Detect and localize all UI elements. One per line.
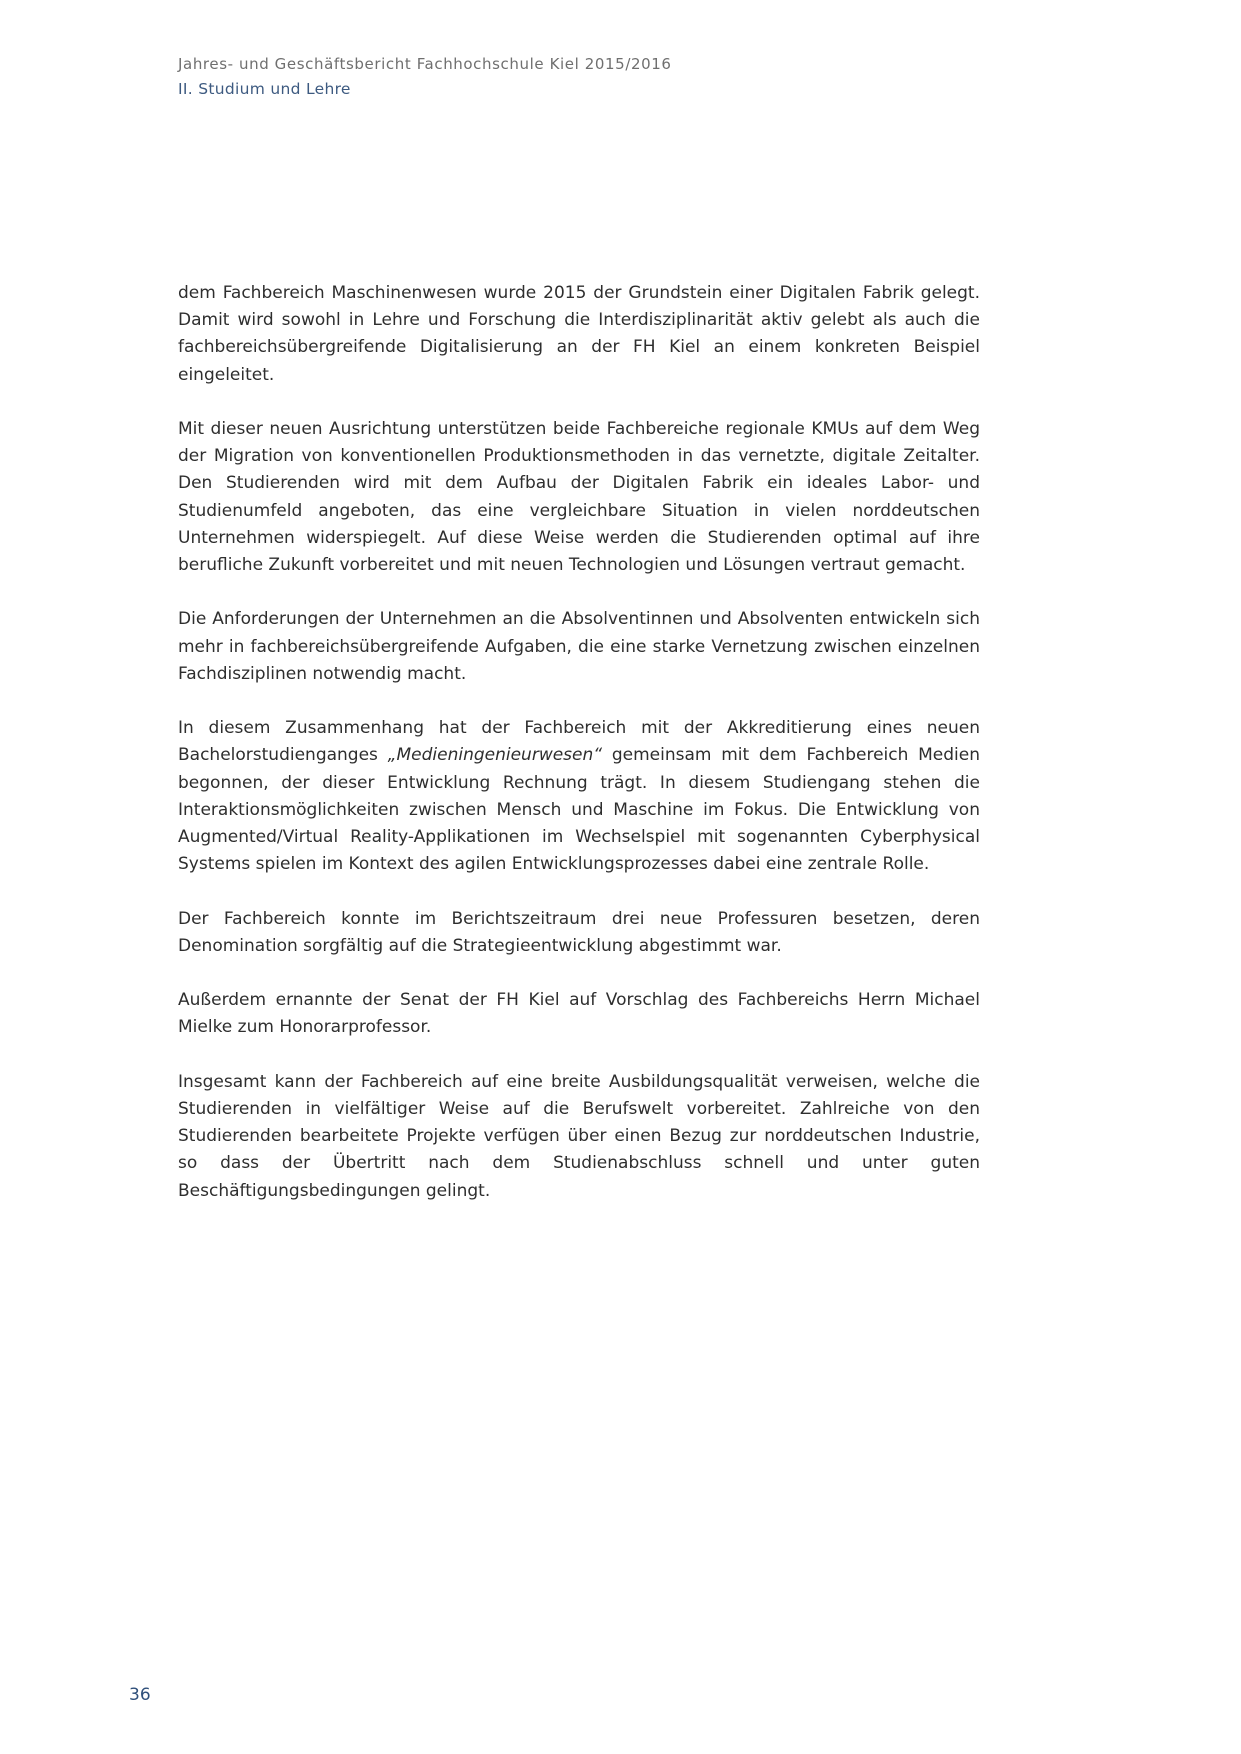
running-header [178,52,1058,102]
paragraph-text: gemeinsam mit dem Fachbereich Medien begonnen, der dieser Entwicklung Rechnung trägt. In diesem Studiengang stehen die Interaktionsmöglichkeiten zwischen Mensch und Maschine im Fokus. Die Entwicklung von Augmented/Virtual Reality-Applikationen im Wechselspiel mit sogenannten Cyberphysical Systems spielen im Kontext des agilen Entwicklungsprozesses dabei eine zentrale Rolle. [178,745,981,875]
paragraph: Die Anforderungen der Unternehmen an die Absolventinnen und Absolventen entwickeln sich mehr in fachbereichsübergreifende Aufgaben, die eine starke Vernetzung zwischen einzelnen Fachdisziplinen notwendig macht. [178,609,980,684]
section-title: II. Studium und Lehre [178,80,351,98]
paragraph [178,715,980,878]
paragraph: Der Fachbereich konnte im Berichtszeitraum drei neue Professuren besetzen, deren Denomination sorgfältig auf die Strategieentwicklung abgestimmt war. [178,908,980,956]
paragraph-text: In diesem Zusammenhang hat der Fachbereich mit der Akkreditierung eines neuen Bachelorstudienganges [178,718,980,766]
program-name: „Medieningenieurwesen“ [387,745,603,766]
report-title: Jahres- und Geschäftsbericht Fachhochschule Kiel 2015/2016 [178,55,672,73]
page-number: 36 [129,1685,151,1705]
body-text [178,280,980,1232]
paragraph: Insgesamt kann der Fachbereich auf eine breite Ausbildungsqualität verweisen, welche die Studierenden in vielfältiger Weise auf die Berufswelt vorbereitet. Zahlreiche von den Studierenden bearbeitete Projekte verfügen über einen Bezug zur norddeutschen Industrie, so dass der Übertritt nach dem Studienabschluss schnell und unter guten Beschäftigungsbedingungen gelingt. [178,1071,980,1201]
paragraph: Außerdem ernannte der Senat der FH Kiel auf Vorschlag des Fachbereichs Herrn Michael Mielke zum Honorarprofessor. [178,990,980,1038]
paragraph: Mit dieser neuen Ausrichtung unterstützen beide Fachbereiche regionale KMUs auf dem Weg der Migration von konventionellen Produktionsmethoden in das vernetzte, digitale Zeitalter. Den Studierenden wird mit dem Aufbau der Digitalen Fabrik ein ideales Labor- und Studienumfeld angeboten, das eine vergleichbare Situation in vielen norddeutschen Unternehmen widerspiegelt. Auf diese Weise werden die Studierenden optimal auf ihre berufliche Zukunft vorbereitet und mit neuen Technologien und Lösungen vertraut gemacht. [178,419,980,576]
paragraph: dem Fachbereich Maschinenwesen wurde 2015 der Grundstein einer Digitalen Fabrik gelegt. Damit wird sowohl in Lehre und Forschung die Interdisziplinarität aktiv gelebt als auch die fachbereichsübergreifende Digitalisierung an der FH Kiel an einem konkreten Beispiel eingeleitet. [178,283,980,385]
